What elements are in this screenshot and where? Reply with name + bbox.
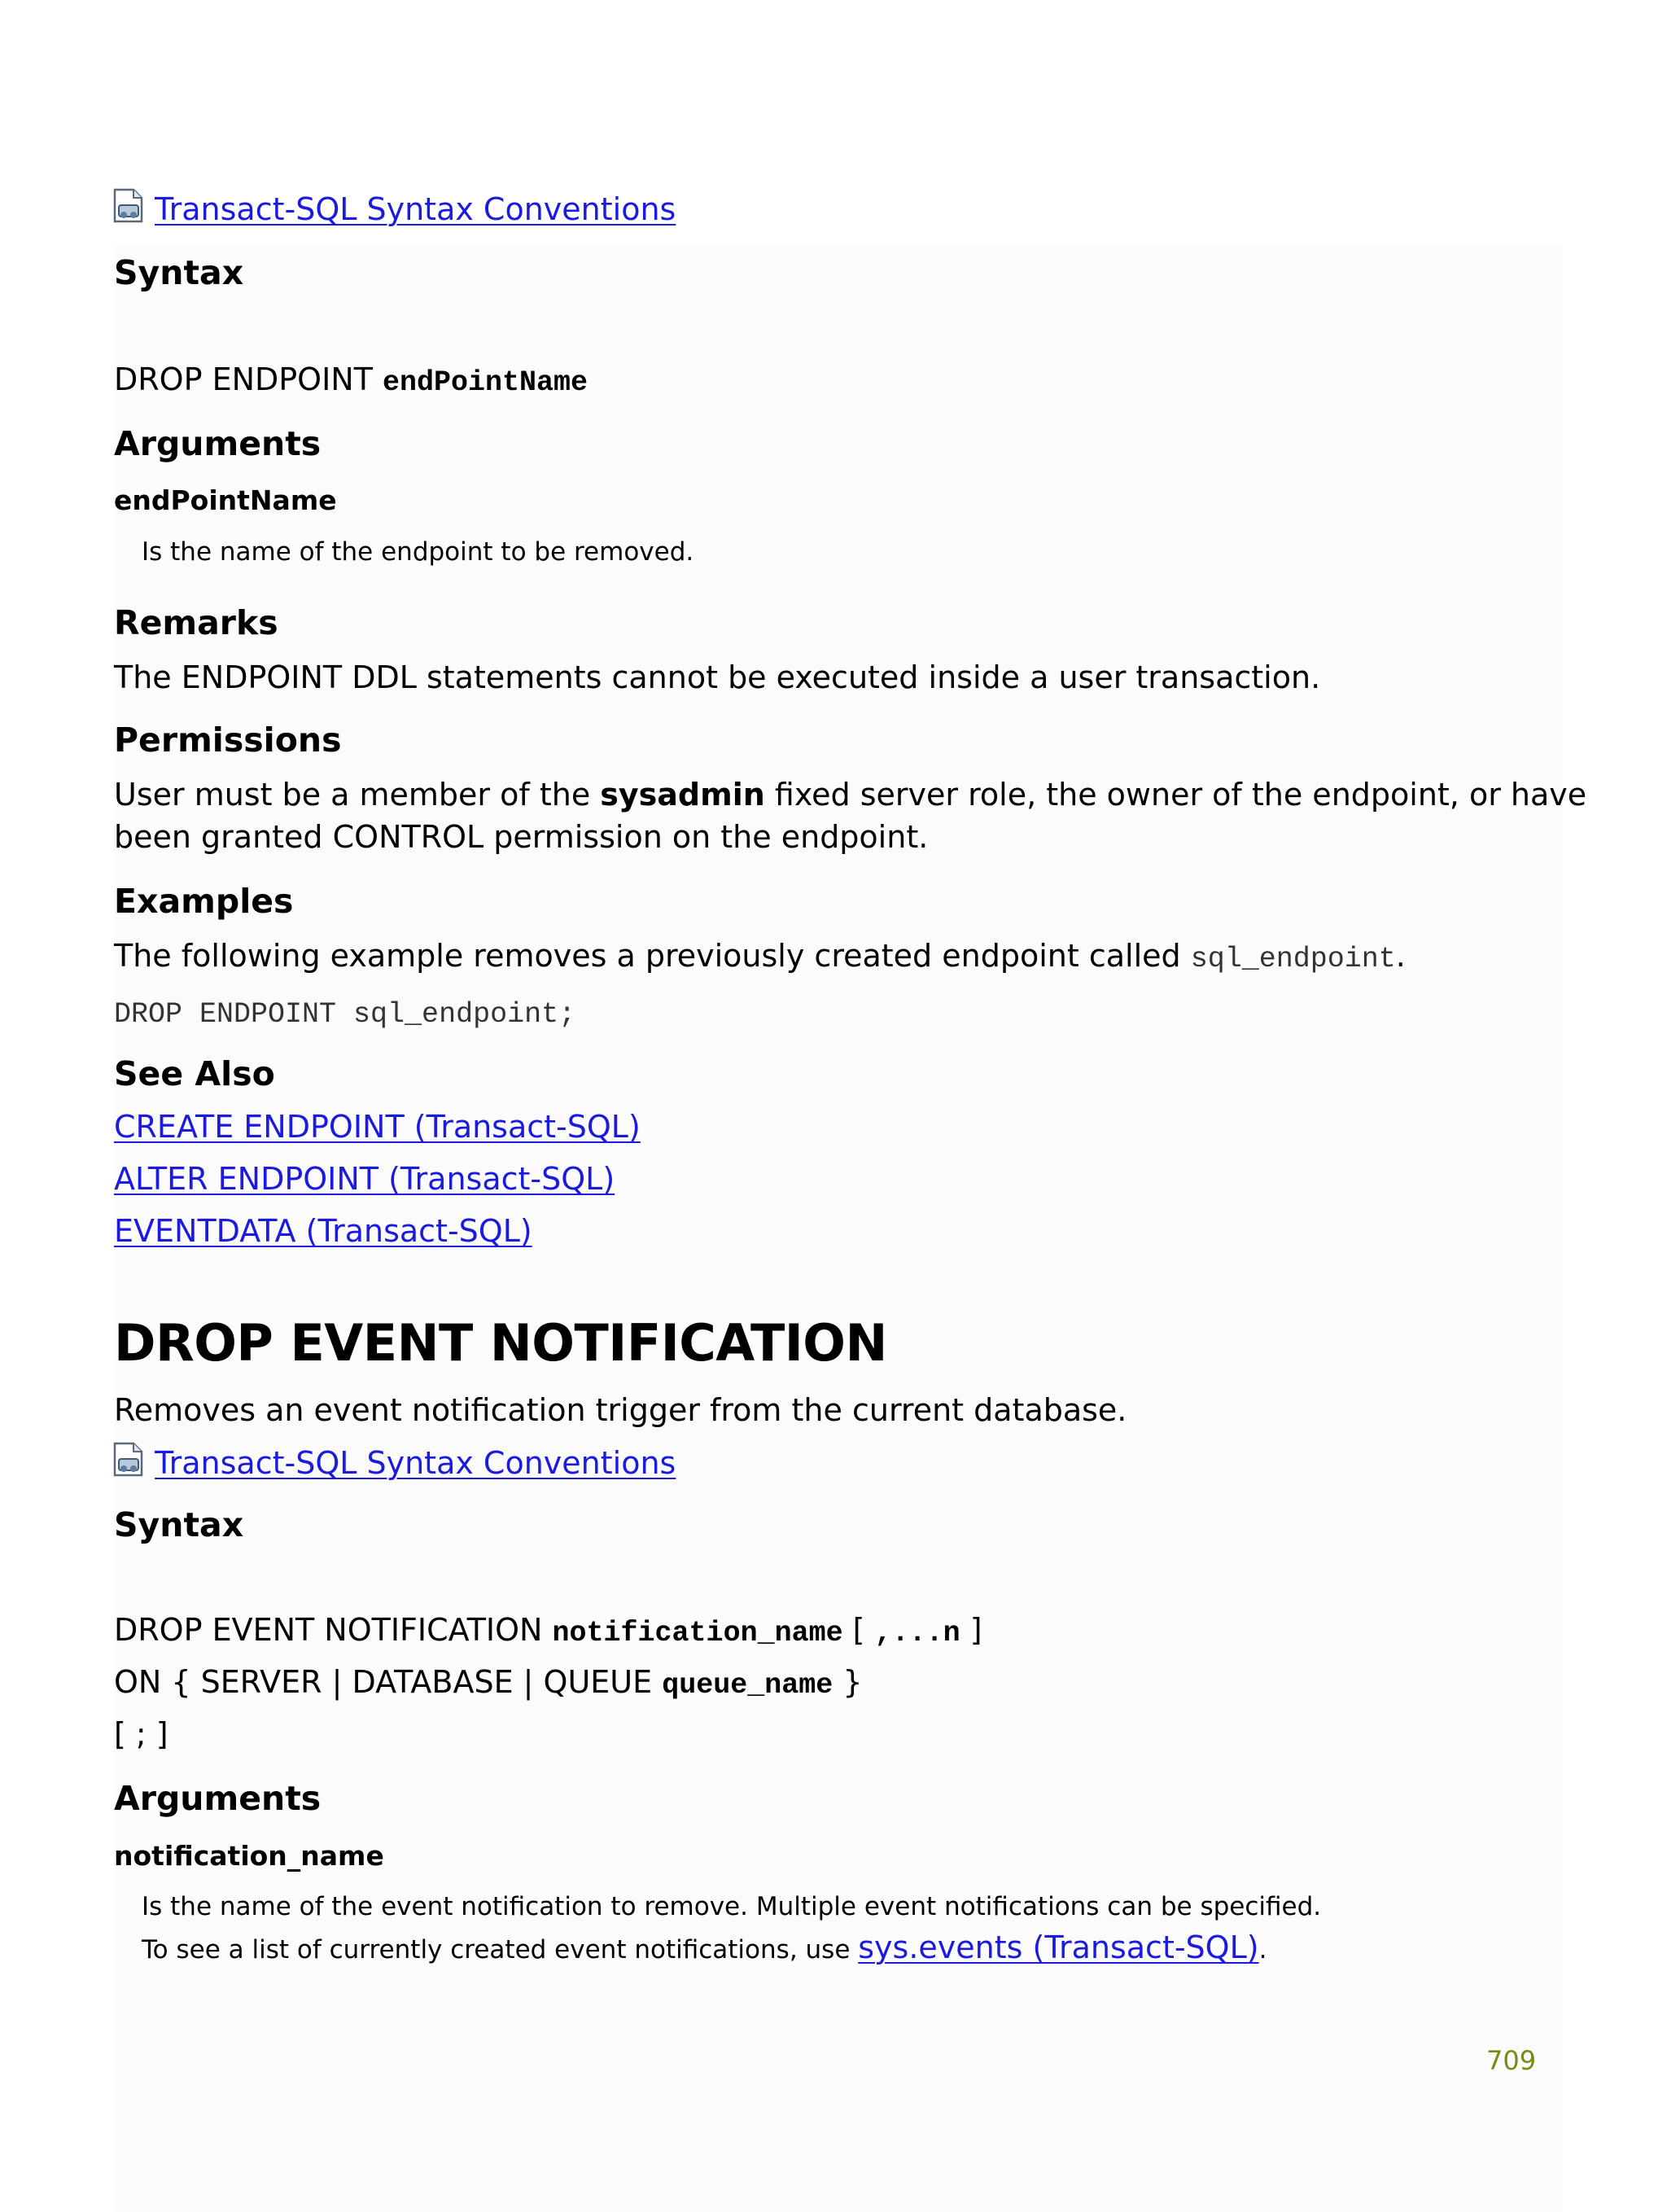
syntax-line-1	[114, 1610, 982, 1653]
arguments-heading: Arguments	[114, 1779, 322, 1818]
examples-heading: Examples	[114, 882, 294, 921]
argument-name: endPointName	[114, 484, 337, 516]
syntax-bracket-open: [	[842, 1612, 875, 1648]
see-also-link[interactable]: CREATE ENDPOINT (Transact-SQL)	[114, 1109, 641, 1145]
syntax-conventions-icon	[112, 1441, 147, 1478]
page-title: DROP EVENT NOTIFICATION	[114, 1313, 887, 1373]
permissions-text-post: fixed server role, the owner of the endpoint, or have	[764, 777, 1587, 813]
syntax-keyword: DROP ENDPOINT	[114, 361, 383, 397]
arguments-heading: Arguments	[114, 424, 322, 463]
inline-code: sql_endpoint	[1190, 943, 1396, 975]
see-also-link-eventdata[interactable]	[114, 1211, 532, 1251]
syntax-conventions-link[interactable]: Transact-SQL Syntax Conventions	[155, 191, 676, 227]
permissions-heading: Permissions	[114, 721, 342, 760]
sysadmin-role: sysadmin	[600, 777, 765, 813]
argument-description: Is the name of the endpoint to be removed.	[142, 537, 694, 567]
remarks-heading: Remarks	[114, 603, 278, 642]
argument-description-post: .	[1258, 1935, 1267, 1965]
example-code-block: DROP ENDPOINT sql_endpoint;	[114, 998, 576, 1031]
conventions-row-2	[112, 1441, 676, 1483]
syntax-repeat: ,...n	[874, 1617, 960, 1649]
examples-period: .	[1395, 938, 1406, 974]
syntax-statement	[114, 360, 588, 402]
conventions-row-1	[112, 187, 676, 229]
syntax-heading: Syntax	[114, 253, 244, 292]
syntax-argument: queue_name	[662, 1669, 834, 1702]
syntax-line-3: [ ; ]	[114, 1716, 168, 1752]
syntax-brace-close: }	[833, 1664, 863, 1700]
examples-description: The following example removes a previously created endpoint called	[114, 938, 1191, 974]
permissions-text-line2: been granted CONTROL permission on the endpoint.	[114, 819, 929, 855]
syntax-bracket-close: ]	[960, 1612, 982, 1648]
see-also-link[interactable]: ALTER ENDPOINT (Transact-SQL)	[114, 1161, 615, 1197]
see-also-link-alter-endpoint[interactable]	[114, 1159, 615, 1198]
remarks-text: The ENDPOINT DDL statements cannot be executed inside a user transaction.	[114, 659, 1321, 695]
syntax-conventions-icon	[112, 187, 147, 225]
permissions-text-line1	[114, 775, 1586, 814]
sys-events-link[interactable]: sys.events (Transact-SQL)	[858, 1929, 1259, 1965]
argument-name: notification_name	[114, 1840, 384, 1872]
syntax-conventions-link[interactable]: Transact-SQL Syntax Conventions	[155, 1445, 676, 1481]
syntax-keyword: DROP EVENT NOTIFICATION	[114, 1612, 553, 1648]
syntax-argument: endPointName	[383, 366, 588, 399]
syntax-heading: Syntax	[114, 1505, 244, 1544]
page-number: 709	[1486, 2045, 1537, 2076]
section-description: Removes an event notification trigger from the current database.	[114, 1392, 1127, 1428]
syntax-line-2	[114, 1662, 863, 1705]
see-also-link-create-endpoint[interactable]	[114, 1107, 641, 1146]
see-also-link[interactable]: EVENTDATA (Transact-SQL)	[114, 1213, 532, 1249]
argument-description-line2	[142, 1931, 1267, 1966]
see-also-heading: See Also	[114, 1054, 275, 1093]
examples-text	[114, 936, 1406, 979]
argument-description-line1: Is the name of the event notification to remove. Multiple event notifications can be specified.	[142, 1892, 1322, 1921]
syntax-argument: notification_name	[552, 1617, 843, 1649]
syntax-keyword: ON { SERVER | DATABASE | QUEUE	[114, 1664, 663, 1700]
argument-description-pre: To see a list of currently created event notifications, use	[142, 1935, 859, 1965]
permissions-text-pre: User must be a member of the	[114, 777, 601, 813]
